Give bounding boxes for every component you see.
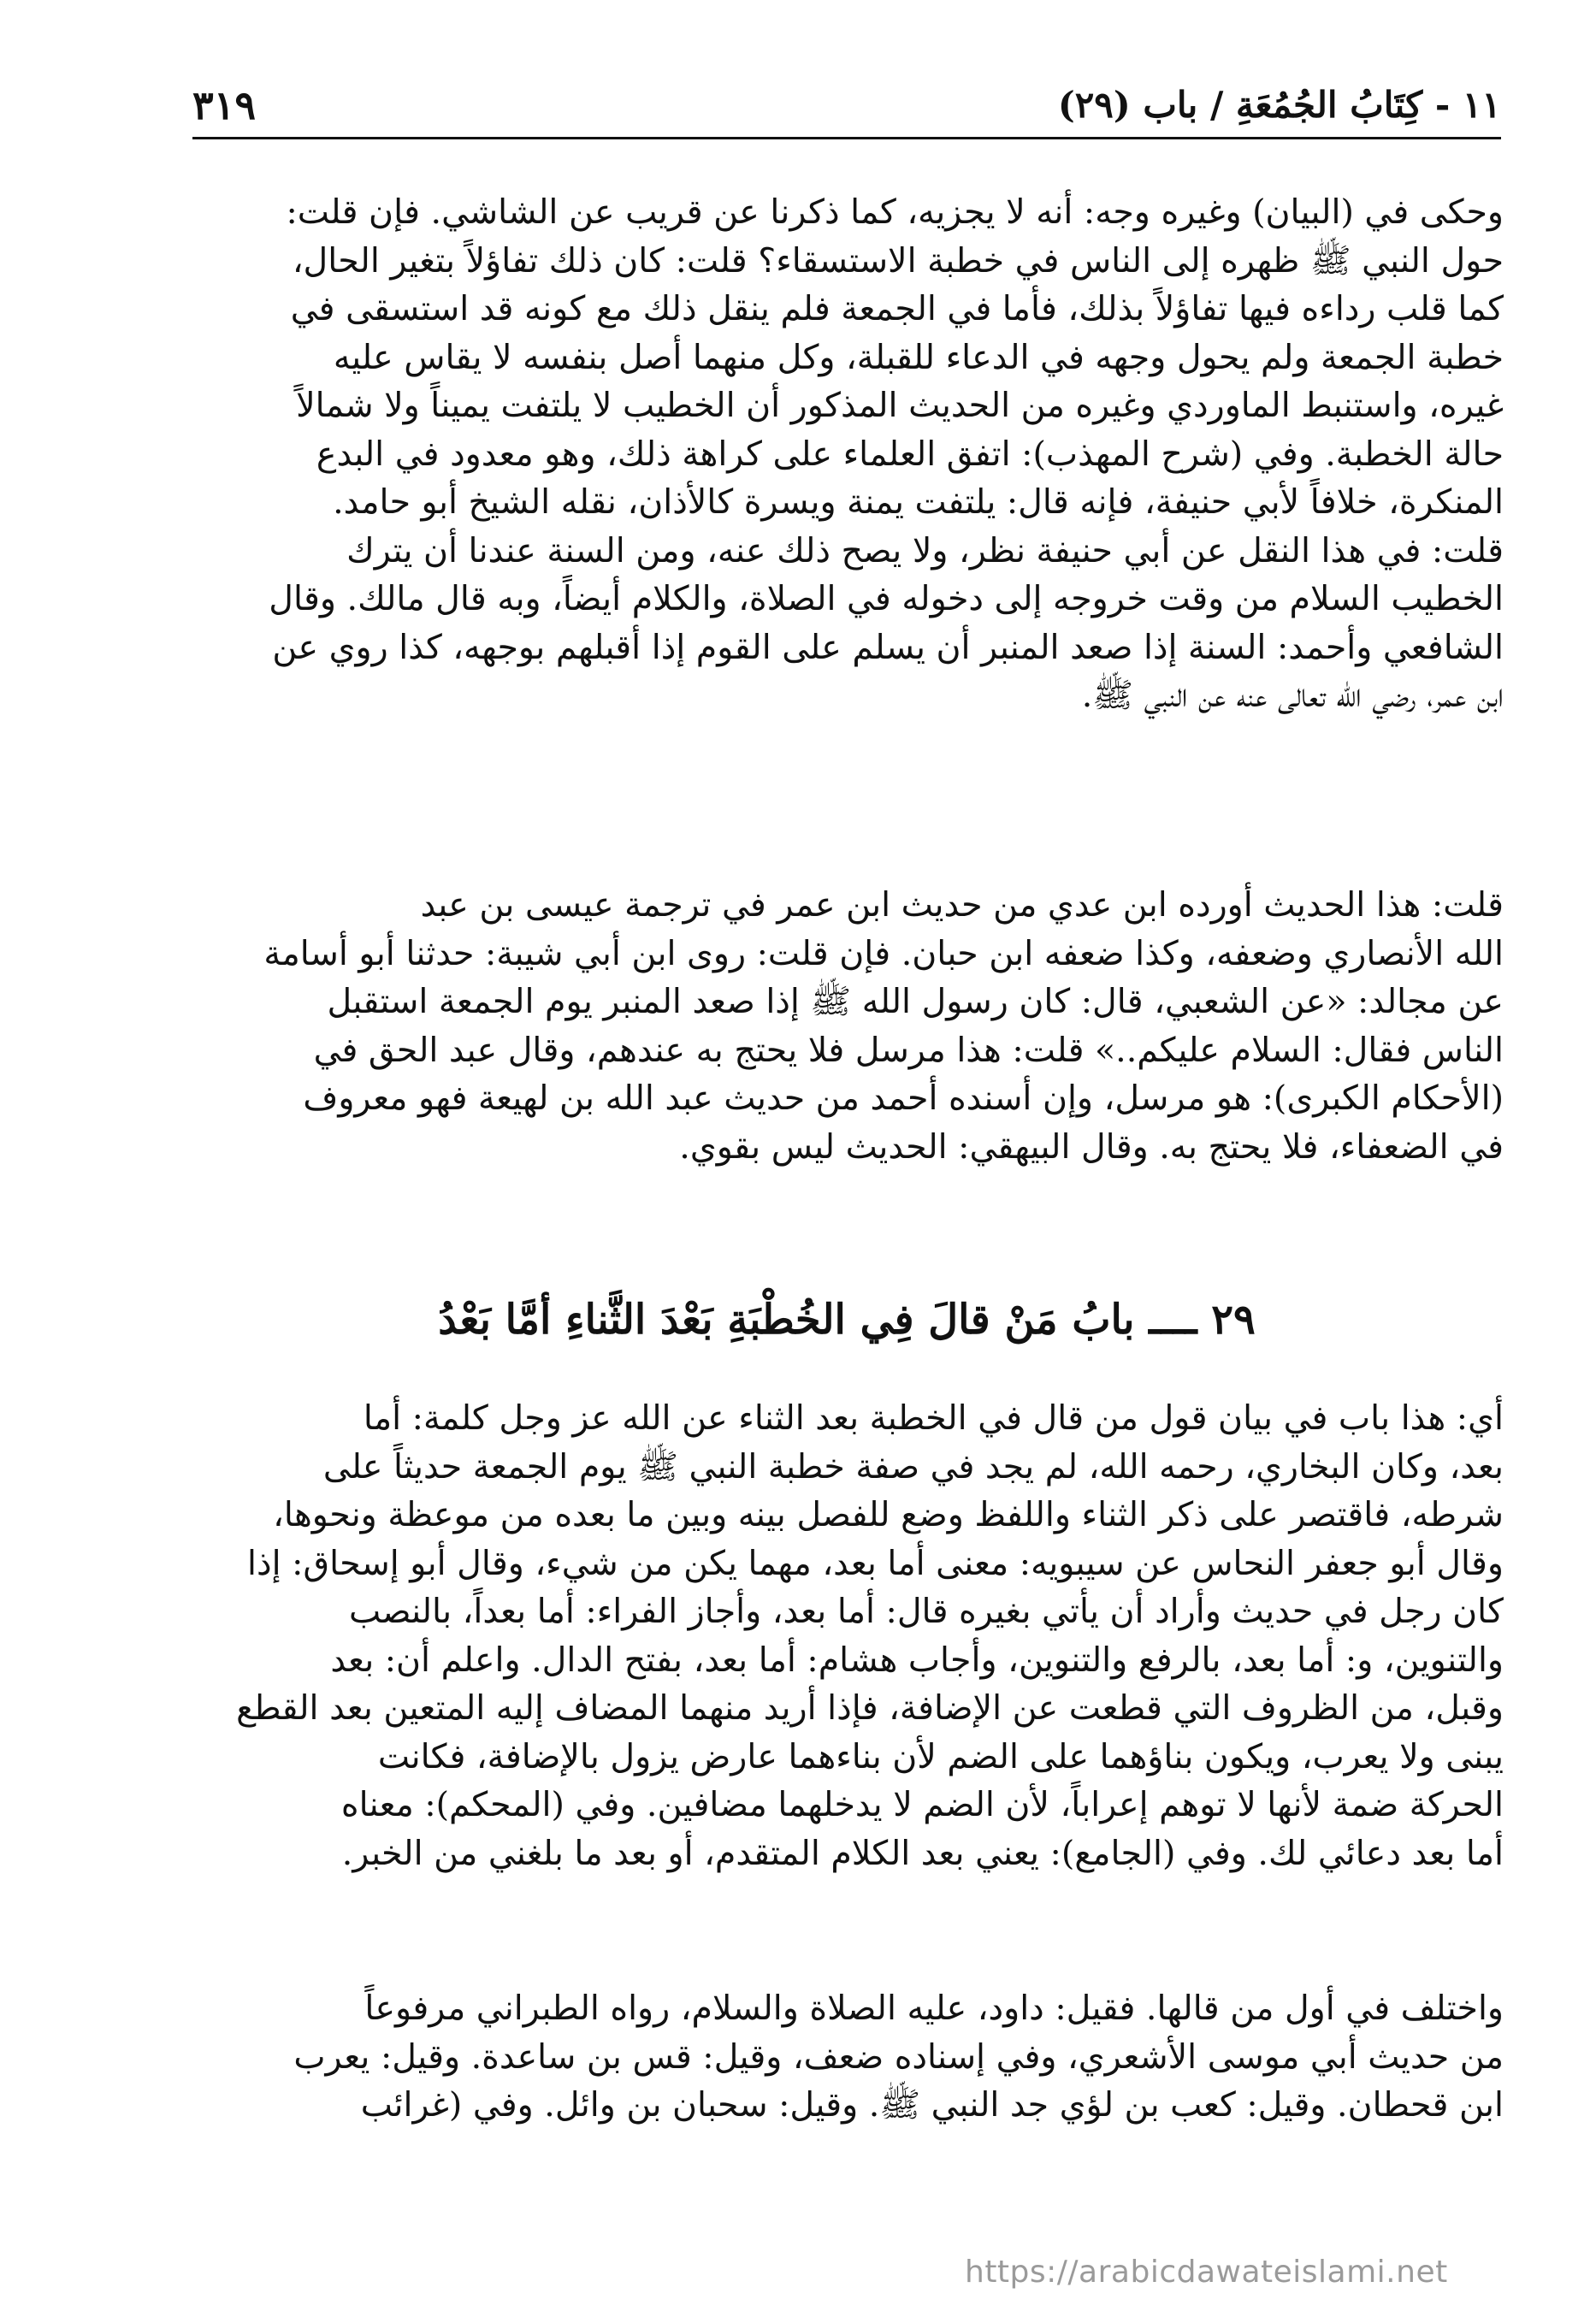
text-line: قلت: في هذا النقل عن أبي حنيفة نظر، ولا يصح ذلك عنه، ومن السنة عندنا أن يترك	[346, 530, 1504, 570]
text-line: في الضعفاء، فلا يحتج به. وقال البيهقي: الحديث ليس بقوي.	[679, 1126, 1504, 1167]
text-line: شرطه، فاقتصر على ذكر الثناء واللفظ وضع للفصل بينه وبين ما بعده من موعظة ونحوها،	[273, 1495, 1504, 1534]
text-line: وقال أبو جعفر النحاس عن سيبويه: معنى أما بعد، مهما يكن من شيء، وقال أبو إسحاق: إذا	[247, 1543, 1504, 1583]
text-line: حول النبي ﷺ ظهره إلى الناس في خطبة الاستسقاء؟ قلت: كان ذلك تفاؤلاً بتغير الحال،	[292, 240, 1504, 281]
text-line: بعد، وكان البخاري، رحمه الله، لم يجد في صفة خطبة النبي ﷺ يوم الجمعة حديثاً على	[322, 1446, 1504, 1487]
text-line: المنكرة، خلافاً لأبي حنيفة، فإنه قال: يلتفت يمنة ويسرة كالأذان، نقله الشيخ أبو حامد.	[333, 482, 1504, 522]
text-line: وقبل، من الظروف التي قطعت عن الإضافة، فإذا أريد منهما المضاف إليه المتعين بعد القطع	[236, 1688, 1504, 1728]
text-line: الخطيب السلام من وقت خروجه إلى دخوله في الصلاة، والكلام أيضاً، وبه قال مالك. وقال	[269, 579, 1504, 618]
text-line: ابن عمر، رضي الله تعالى عنه عن النبي ﷺ.	[1081, 676, 1504, 715]
text-line: من حديث أبي موسى الأشعري، وفي إسناده ضعف، وقيل: قس بن ساعدة. وقيل: يعرب	[293, 2036, 1504, 2077]
watermark-url: https://arabicdawateislami.net	[965, 2255, 1448, 2290]
text-line: الله الأنصاري وضعفه، وكذا ضعفه ابن حبان. فإن قلت: روى ابن أبي شيبة: حدثنا أبو أسامة	[263, 933, 1504, 973]
paragraph-1	[190, 188, 1504, 720]
page-header	[192, 75, 1501, 139]
running-title: ١١ - كِتَابُ الجُمُعَةِ / باب (٢٩)	[1057, 84, 1501, 126]
text-line: خطبة الجمعة ولم يحول وجهه في الدعاء للقبلة، وكل منهما أصل بنفسه لا يقاس عليه	[333, 337, 1504, 377]
text-line: حالة الخطبة. وفي (شرح المهذب): اتفق العلماء على كراهة ذلك، وهو معدود في البدع	[316, 434, 1504, 474]
text-line: قلت: هذا الحديث أورده ابن عدي من حديث ابن عمر في ترجمة عيسى بن عبد	[420, 885, 1504, 925]
text-line: والتنوين، و: أما بعد، بالرفع والتنوين، وأجاب هشام: أما بعد، بفتح الدال. واعلم أن: بعد	[330, 1640, 1504, 1680]
paragraph-3	[190, 1394, 1504, 1877]
text-line: كان رجل في حديث وأراد أن يأتي بغيره قال: أما بعد، وأجاز الفراء: أما بعداً، بالنصب	[349, 1592, 1504, 1631]
text-line: عن مجالد: «عن الشعبي، قال: كان رسول الله ﷺ إذا صعد المنبر يوم الجمعة استقبل	[327, 982, 1504, 1021]
text-line: الناس فقال: السلام عليكم..» قلت: هذا مرسل فلا يحتج به عندهم، وقال عبد الحق في	[313, 1030, 1504, 1070]
text-line: ابن قحطان. وقيل: كعب بن لؤي جد النبي ﷺ. وقيل: سحبان بن وائل. وفي (غرائب	[360, 2085, 1504, 2125]
paragraph-4	[190, 1984, 1504, 2130]
text-line: الشافعي وأحمد: السنة إذا صعد المنبر أن يسلم على القوم إذا أقبلهم بوجهه، كذا روي عن	[272, 627, 1504, 667]
page-number: ٣١٩	[192, 82, 257, 128]
text-line: وحكى في (البيان) وغيره وجه: أنه لا يجزيه، كما ذكرنا عن قريب عن الشاشي. فإن قلت:	[286, 192, 1504, 232]
section-heading: ٢٩ ــــ بابُ مَنْ قالَ فِي الخُطْبَةِ بَعْدَ الثَّناءِ أمَّا بَعْدُ	[438, 1296, 1256, 1344]
text-line: غيره، واستنبط الماوردي وغيره من الحديث المذكور أن الخطيب لا يلتفت يميناً ولا شمالاً	[296, 386, 1504, 425]
text-line: (الأحكام الكبرى): هو مرسل، وإن أسنده أحمد من حديث عبد الله بن لهيعة فهو معروف	[303, 1079, 1504, 1118]
text-line: أي: هذا باب في بيان قول من قال في الخطبة بعد الثناء عن الله عز وجل كلمة: أما	[363, 1398, 1504, 1438]
text-line: واختلف في أول من قالها. فقيل: داود، عليه الصلاة والسلام، رواه الطبراني مرفوعاً	[364, 1989, 1504, 2028]
text-line: أما بعد دعائي لك. وفي (الجامع): يعني بعد الكلام المتقدم، أو بعد ما بلغني من الخبر.	[341, 1833, 1504, 1873]
paragraph-2	[190, 881, 1504, 1171]
text-line: كما قلب رداءه فيها تفاؤلاً بذلك، فأما في الجمعة فلم ينقل ذلك مع كونه قد استسقى في	[290, 289, 1504, 328]
text-line: الحركة ضمة لأنها لا توهم إعراباً، لأن الضم لا يدخلهما مضافين. وفي (المحكم): معناه	[340, 1785, 1504, 1824]
text-line: يبنى ولا يعرب، ويكون بناؤهما على الضم لأن بناءهما عارض يزول بالإضافة، فكانت	[377, 1736, 1504, 1776]
